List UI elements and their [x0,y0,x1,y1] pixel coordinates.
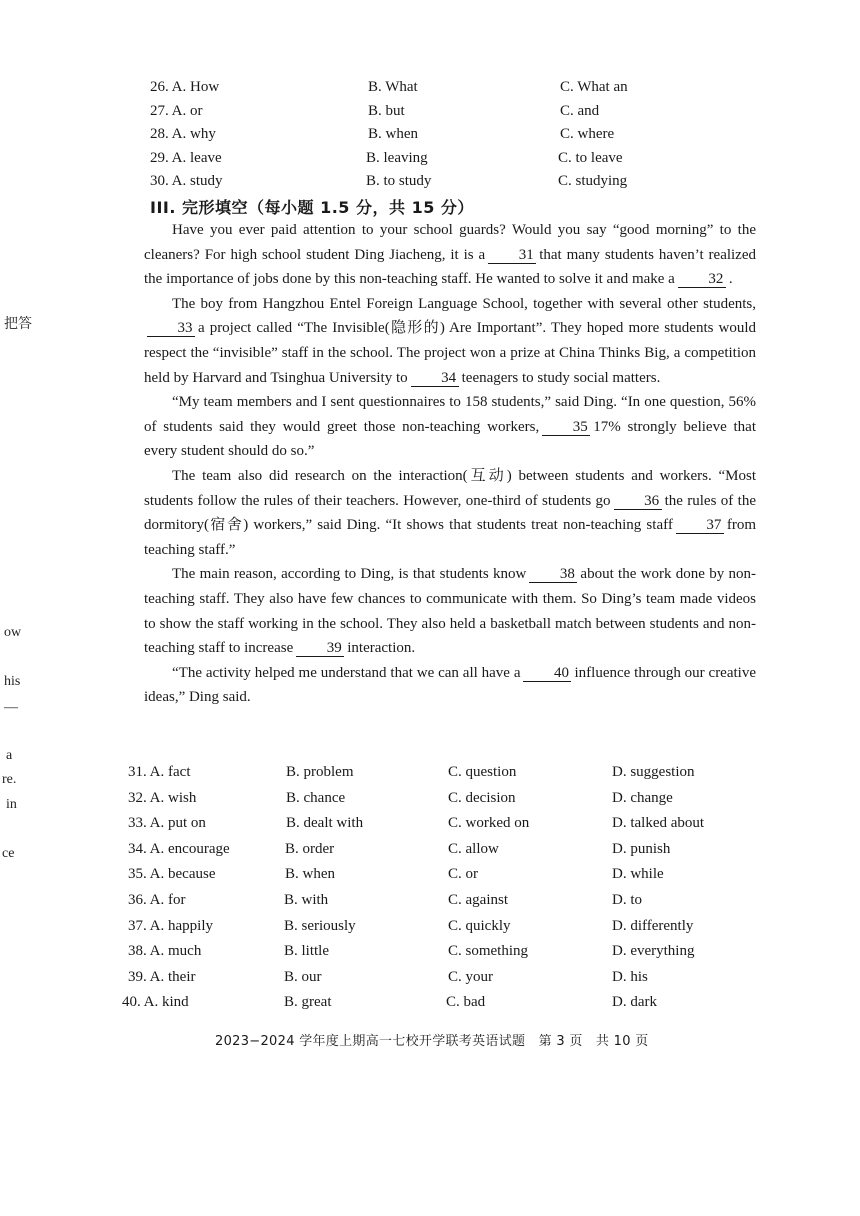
option-row [150,170,710,194]
margin-fragment: in [6,797,17,812]
blank-38: 38 [529,567,577,583]
options-26-30 [150,76,710,194]
option-c: C. question [448,764,517,780]
option-b: B. problem [286,764,354,780]
option-b: B. leaving [366,149,428,166]
paragraph-5: The main reason, according to Ding, is that students know 38 about the work done by non-teaching staff. They also have few chances to communicate with them. So Ding’s team made videos to show the staff working in the school. They also held a basketball match between students and non-teaching staff to increase 39 interaction. [144,566,756,657]
option-a: 27. A. or [150,102,203,119]
option-a: 29. A. leave [150,149,222,166]
option-row [150,147,710,171]
option-a: 32. A. wish [128,789,197,806]
option-a: 26. A. How [150,79,220,95]
option-row [150,76,710,100]
margin-fragment: — [4,700,18,715]
option-a: 40. A. kind [122,994,189,1011]
paragraph-6: “The activity helped me understand that we can all have a 40 influence through our creative ideas,” Ding said. [144,664,756,706]
option-a: 33. A. put on [128,815,206,832]
option-b: B. little [284,943,329,960]
paragraph-3: “My team members and I sent questionnaires to 158 students,” said Ding. “In one question, 56% of students said they would greet those non-teaching workers, 35 17% strongly believe that every student should do so.” [144,394,756,460]
option-row [128,862,748,888]
option-d: D. talked about [612,815,705,832]
option-row [128,914,748,940]
option-b: B. order [285,840,335,857]
option-a: 31. A. fact [128,764,191,780]
option-row [128,811,748,837]
option-b: B. to study [366,173,432,189]
paragraph-4: The team also did research on the interaction(互动) between students and workers. “Most students follow the rules of their teachers. However, one-third of students go 36 the rules of the dormitory(宿舍) workers,” said Ding. “It shows that students treat non-teaching staff 37 from teaching staff.” [144,467,756,558]
option-d: D. change [612,789,673,806]
margin-fragment: re. [2,772,17,787]
option-c: C. against [448,891,508,908]
page-footer: 2023−2024 学年度上期高一七校开学联考英语试题 第 3 页 共 10 页 [215,1034,649,1049]
blank-31: 31 [488,248,536,264]
option-c: C. What an [560,79,628,95]
option-c: C. to leave [558,149,623,166]
option-c: C. bad [446,994,486,1011]
section-title: III. 完形填空（每小题 1.5 分，共 15 分） [150,198,474,217]
margin-fragment: a [6,748,13,763]
margin-fragment: ce [2,846,15,861]
paragraph-2: The boy from Hangzhou Entel Foreign Language School, together with several other students,33 a project called “The Invisible(隐形的) Are Important”. They hoped more students would respect the “invisible” staff in the school. The project won a prize at China Thinks Big, a competition held by Harvard and Tsinghua University to 34 teenagers to study social matters. [144,295,756,386]
margin-fragment: his [4,674,21,689]
option-b: B. chance [286,789,346,806]
option-b: B. our [284,968,322,985]
option-row [128,888,748,914]
option-c: C. studying [558,173,628,189]
margin-fragment: 把答 [4,317,32,332]
option-c: C. allow [448,840,499,857]
option-b: B. dealt with [286,815,364,832]
option-a: 37. A. happily [128,917,213,934]
blank-35: 35 [542,420,590,436]
option-a: 30. A. study [150,173,223,189]
blank-37: 37 [676,518,724,534]
option-row [128,786,748,812]
option-row [122,990,748,1016]
option-b: B. when [368,126,418,142]
option-c: C. where [560,126,615,142]
blank-40: 40 [523,666,571,682]
option-b: B. What [368,79,418,95]
option-a: 35. A. because [128,866,216,883]
option-c: C. quickly [448,917,511,934]
blank-33: 33 [147,321,195,337]
option-a: 39. A. their [128,968,196,985]
option-a: 34. A. encourage [128,840,230,857]
blank-34: 34 [411,371,459,387]
option-d: D. differently [612,917,694,934]
option-c: C. and [560,102,600,119]
blank-32: 32 [678,272,726,288]
option-c: C. decision [448,789,516,806]
option-d: D. while [612,866,664,883]
options-31-40 [122,760,748,1016]
option-b: B. when [285,866,335,883]
option-row [128,939,748,965]
option-a: 38. A. much [128,943,202,960]
option-row [128,837,748,863]
option-d: D. punish [612,840,671,857]
option-a: 28. A. why [150,126,216,142]
paragraph-1: Have you ever paid attention to your school guards? Would you say “good morning” to the cleaners? For high school student Ding Jiacheng, it is a 31 that many students haven’t realized the importance of jobs done by this non-teaching staff. He wanted to solve it and make a 32 . [144,222,756,288]
option-row [128,760,748,786]
option-row [150,100,710,124]
blank-36: 36 [614,494,662,510]
option-b: B. great [284,994,332,1011]
option-row [150,123,710,147]
option-d: D. dark [612,994,657,1011]
margin-fragment: ow [4,625,22,640]
option-d: D. to [612,891,642,908]
option-c: C. your [448,968,493,985]
option-b: B. but [368,102,405,119]
option-c: C. worked on [448,815,530,832]
option-c: C. or [448,866,478,883]
cloze-passage [144,218,756,710]
option-a: 36. A. for [128,891,186,908]
option-b: B. seriously [284,917,356,934]
option-row [128,965,748,991]
option-d: D. everything [612,943,695,960]
option-d: D. suggestion [612,764,695,780]
option-c: C. something [448,943,529,960]
blank-39: 39 [296,641,344,657]
option-b: B. with [284,891,329,908]
option-d: D. his [612,968,648,985]
